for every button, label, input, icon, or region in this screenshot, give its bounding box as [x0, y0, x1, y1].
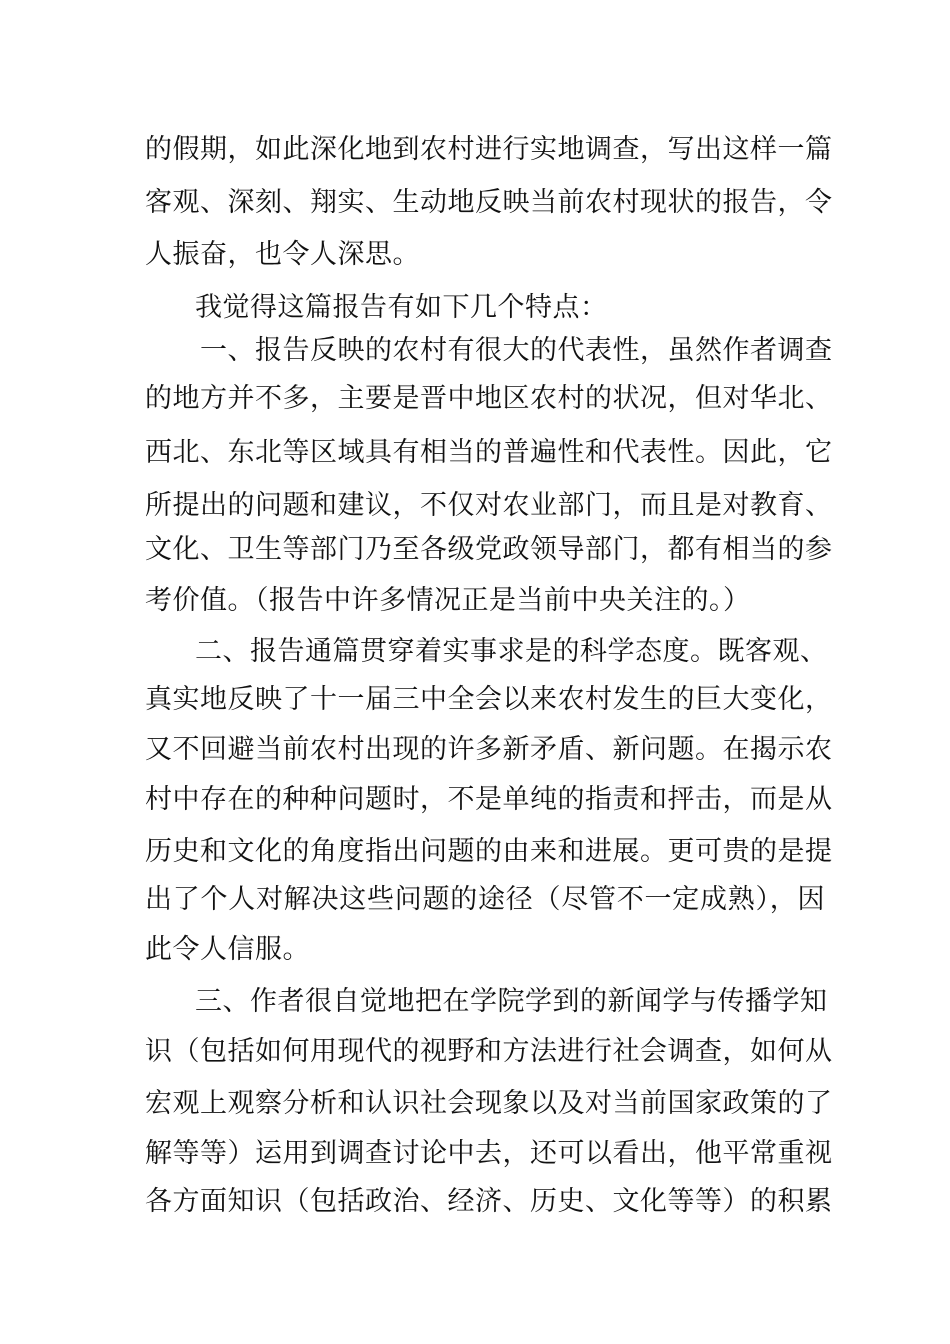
text-line: 村中存在的种种问题时，不是单纯的指责和抨击，而是从 — [145, 784, 833, 815]
text-line: 出了个人对解决这些问题的途径（尽管不一定成熟），因 — [145, 884, 825, 915]
text-line: 的假期，如此深化地到农村进行实地调查，写出这样一篇 — [145, 134, 833, 165]
text-line: 识（包括如何用现代的视野和方法进行社会调查，如何从 — [145, 1036, 833, 1067]
text-line: 文化、卫生等部门乃至各级党政领导部门，都有相当的参 — [145, 534, 833, 565]
text-line: 的地方并不多，主要是晋中地区农村的状况，但对华北、 — [145, 383, 833, 414]
paragraph-first-line: 我觉得这篇报告有如下几个特点： — [195, 292, 608, 323]
text-line: 各方面知识（包括政治、经济、历史、文化等等）的积累 — [145, 1186, 833, 1217]
paragraph-first-line: 三、作者很自觉地把在学院学到的新闻学与传播学知 — [195, 986, 828, 1017]
paragraph-first-line: 二、报告通篇贯穿着实事求是的科学态度。既客观、 — [195, 636, 828, 667]
text-line: 客观、深刻、翔实、生动地反映当前农村现状的报告，令 — [145, 187, 833, 218]
text-line: 人振奋，也令人深思。 — [145, 239, 420, 270]
text-line: 历史和文化的角度指出问题的由来和进展。更可贵的是提 — [145, 836, 833, 867]
text-line: 所提出的问题和建议，不仅对农业部门，而且是对教育、 — [145, 490, 833, 521]
paragraph-first-line: 一、报告反映的农村有很大的代表性，虽然作者调查 — [200, 335, 833, 366]
text-line: 又不回避当前农村出现的许多新矛盾、新问题。在揭示农 — [145, 734, 833, 765]
text-line: 解等等）运用到调查讨论中去，还可以看出，他平常重视 — [145, 1138, 833, 1169]
text-line: 宏观上观察分析和认识社会现象以及对当前国家政策的了 — [145, 1088, 833, 1119]
text-line: 考价值。（报告中许多情况正是当前中央关注的。） — [145, 585, 751, 616]
text-line: 真实地反映了十一届三中全会以来农村发生的巨大变化， — [145, 684, 833, 715]
text-line: 此令人信服。 — [145, 934, 310, 965]
text-line: 西北、东北等区域具有相当的普遍性和代表性。因此，它 — [145, 437, 833, 468]
